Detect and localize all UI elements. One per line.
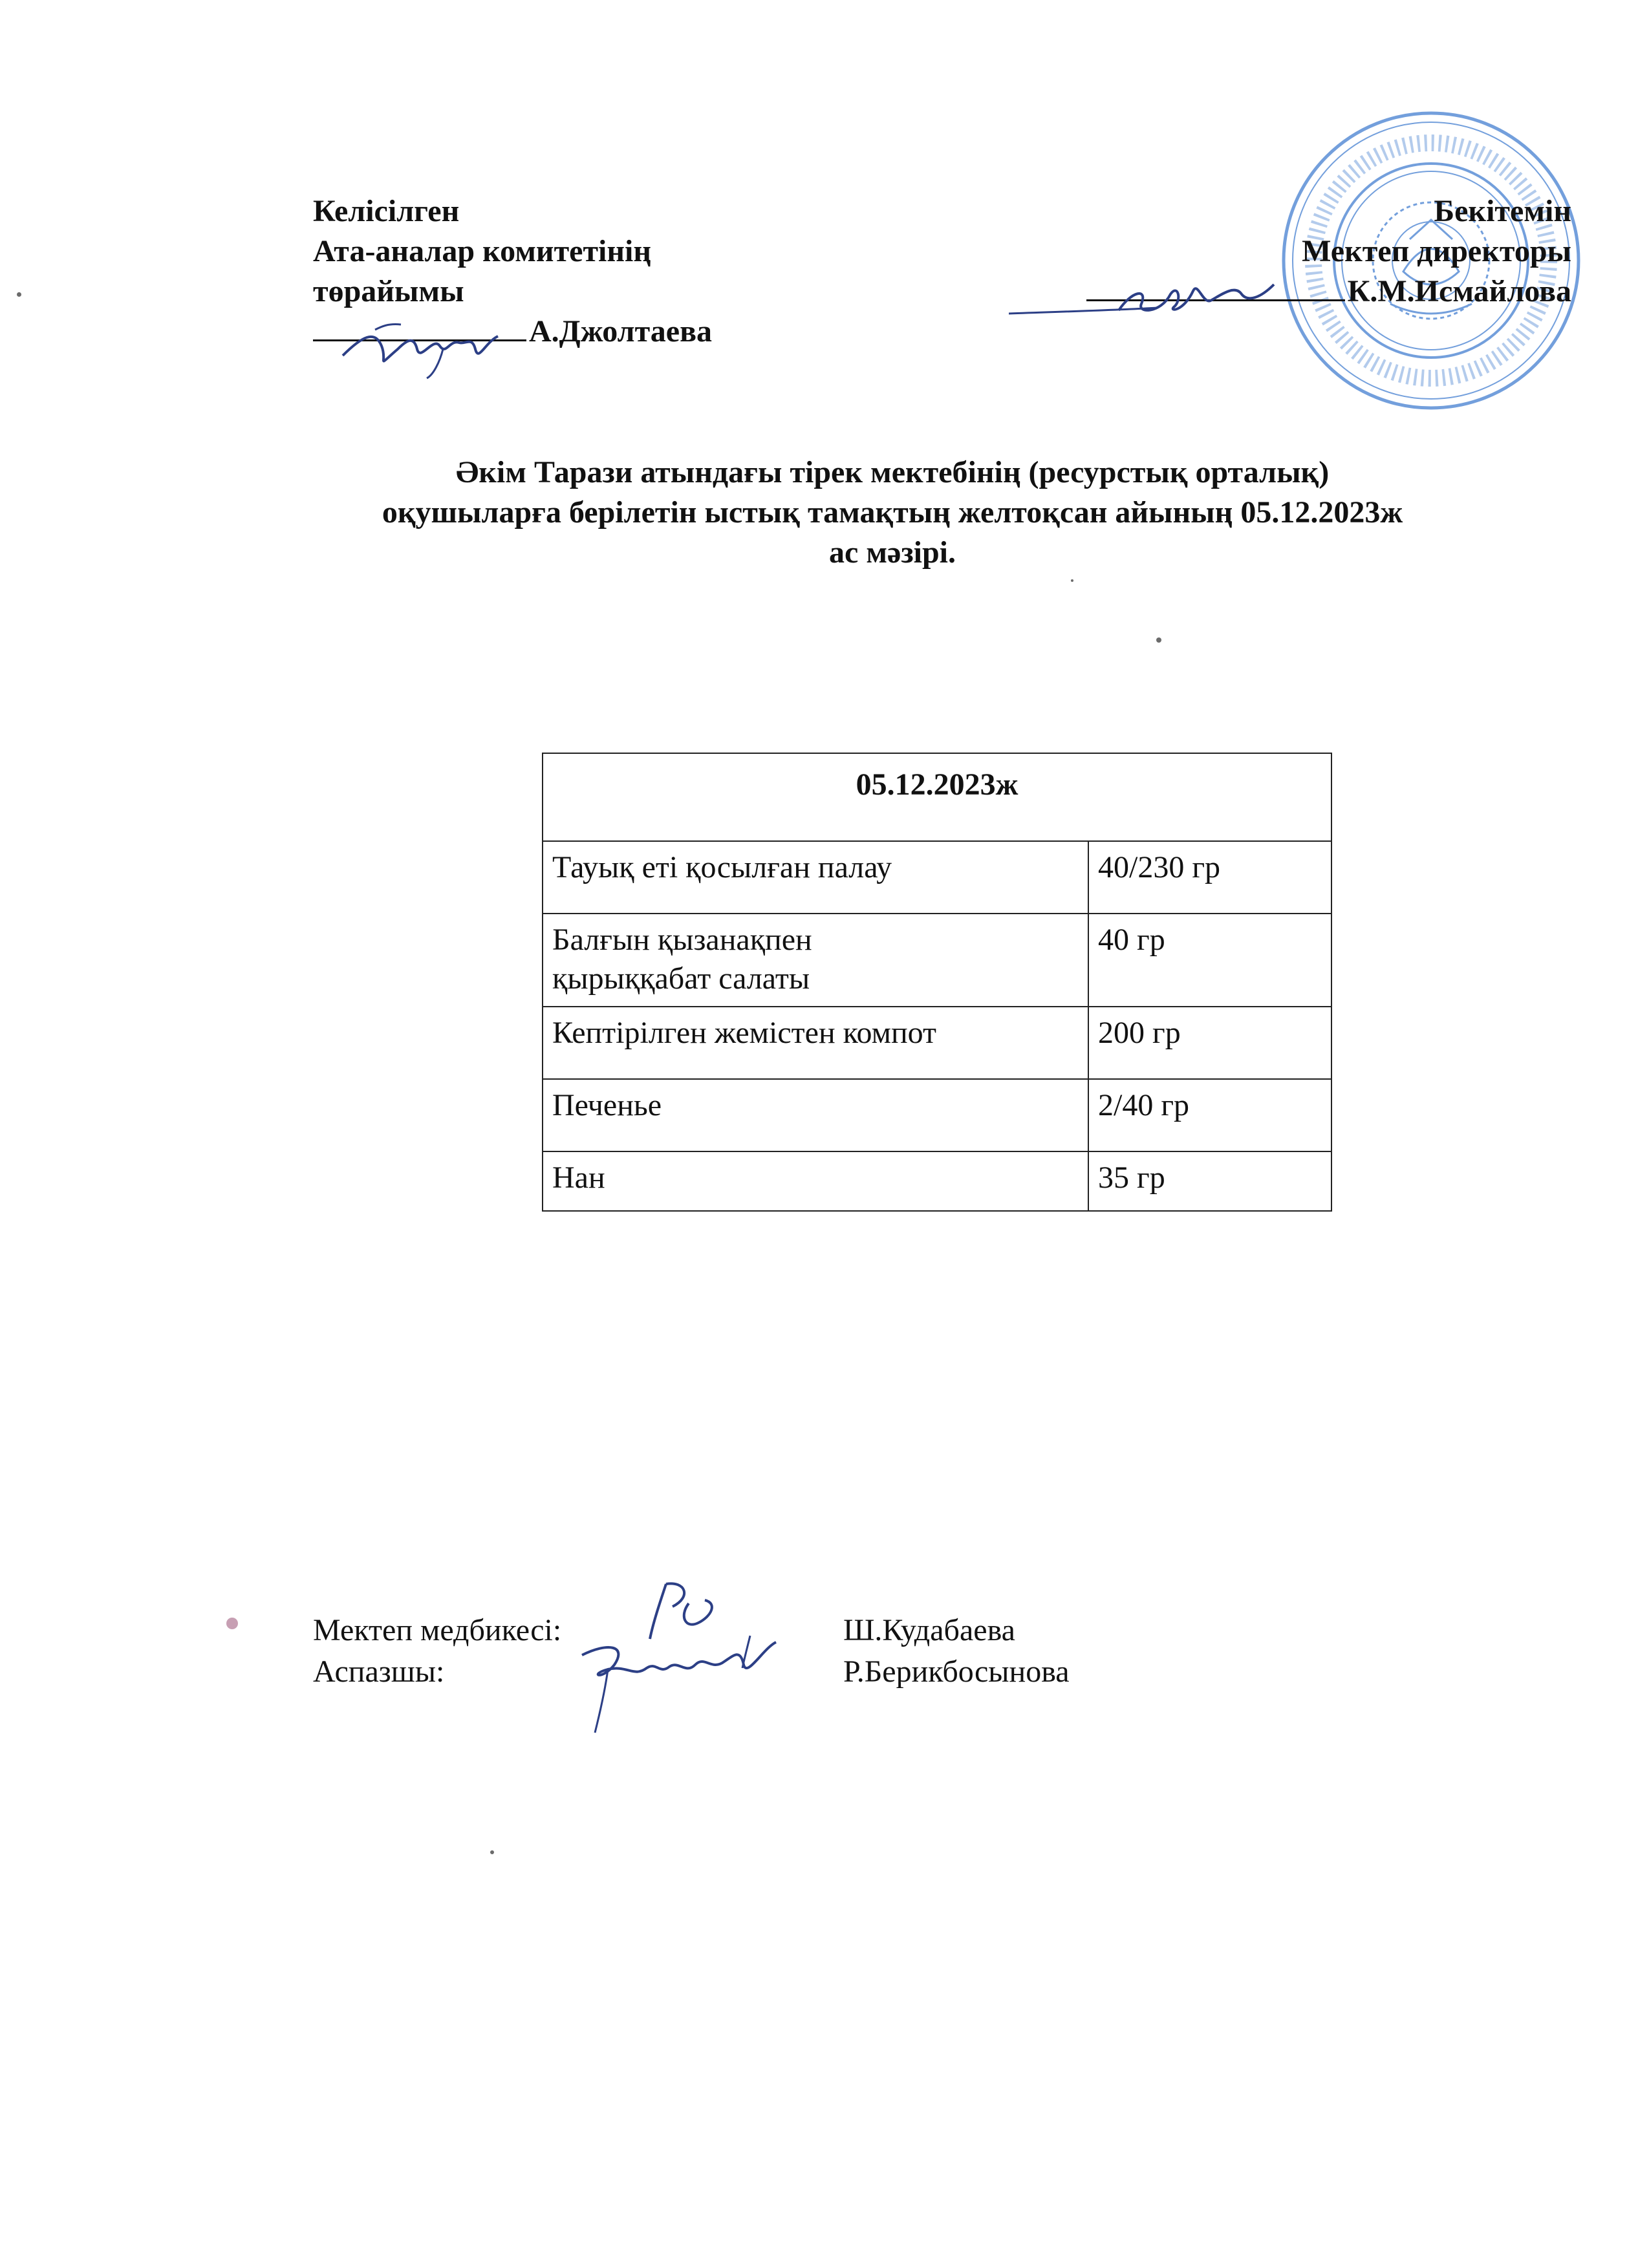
- approve-label: Бекітемін: [1434, 194, 1571, 228]
- nurse-name: Ш.Кудабаева: [843, 1613, 1015, 1647]
- dish-name: Тауық еті қосылған палау: [543, 841, 1088, 914]
- dish-name: Кептірілген жемістен компот: [543, 1007, 1088, 1079]
- scan-speck: [1071, 579, 1073, 582]
- dish-name-line-2: қырыққабат салаты: [552, 961, 810, 996]
- scan-speck: [490, 1850, 494, 1854]
- table-row: [543, 914, 1331, 1007]
- chairperson-name: А.Джолтаева: [529, 314, 712, 348]
- cook-signature-icon: [569, 1629, 802, 1739]
- director-label: Мектеп директоры: [1302, 234, 1571, 268]
- document-title: [285, 453, 1500, 573]
- table-row: [543, 1151, 1331, 1211]
- dish-portion: 2/40 гр: [1088, 1079, 1331, 1151]
- menu-date-header: 05.12.2023ж: [543, 753, 1331, 841]
- menu-table: [542, 753, 1332, 1212]
- table-row: [543, 1007, 1331, 1079]
- cook-label: Аспазшы:: [313, 1654, 445, 1689]
- dish-name-line-1: Балғын қызанақпен: [552, 923, 812, 957]
- dish-portion: 35 гр: [1088, 1151, 1331, 1211]
- title-line-1: Әкім Тарази атындағы тірек мектебінің (ресурстық орталық): [455, 455, 1330, 489]
- menu-table-header-row: [543, 753, 1331, 841]
- table-row: [543, 841, 1331, 914]
- committee-label: Ата-аналар комитетінің: [313, 234, 652, 268]
- director-name: К.М.Исмайлова: [1347, 274, 1571, 308]
- dish-portion: 200 гр: [1088, 1007, 1331, 1079]
- scan-speck: [17, 292, 21, 297]
- dish-name: Нан: [543, 1151, 1088, 1211]
- cook-name: Р.Берикбосынова: [843, 1654, 1070, 1689]
- chairperson-signature-icon: [336, 310, 504, 381]
- dish-name: Печенье: [543, 1079, 1088, 1151]
- director-signature-icon: [1009, 265, 1280, 336]
- table-row: [543, 1079, 1331, 1151]
- title-line-2: оқушыларға берілетін ыстық тамақтың желтоқсан айының 05.12.2023ж: [382, 495, 1403, 530]
- dish-portion: 40/230 гр: [1088, 841, 1331, 914]
- dish-name: [543, 914, 1088, 1007]
- nurse-label: Мектеп медбикесі:: [313, 1613, 562, 1647]
- scan-speck: [1156, 637, 1161, 643]
- dish-portion: 40 гр: [1088, 914, 1331, 1007]
- agreed-label: Келісілген: [313, 194, 460, 228]
- scan-speck: [226, 1618, 238, 1629]
- title-line-3: ас мәзірі.: [829, 535, 956, 570]
- chairperson-label: төрайымы: [313, 274, 464, 308]
